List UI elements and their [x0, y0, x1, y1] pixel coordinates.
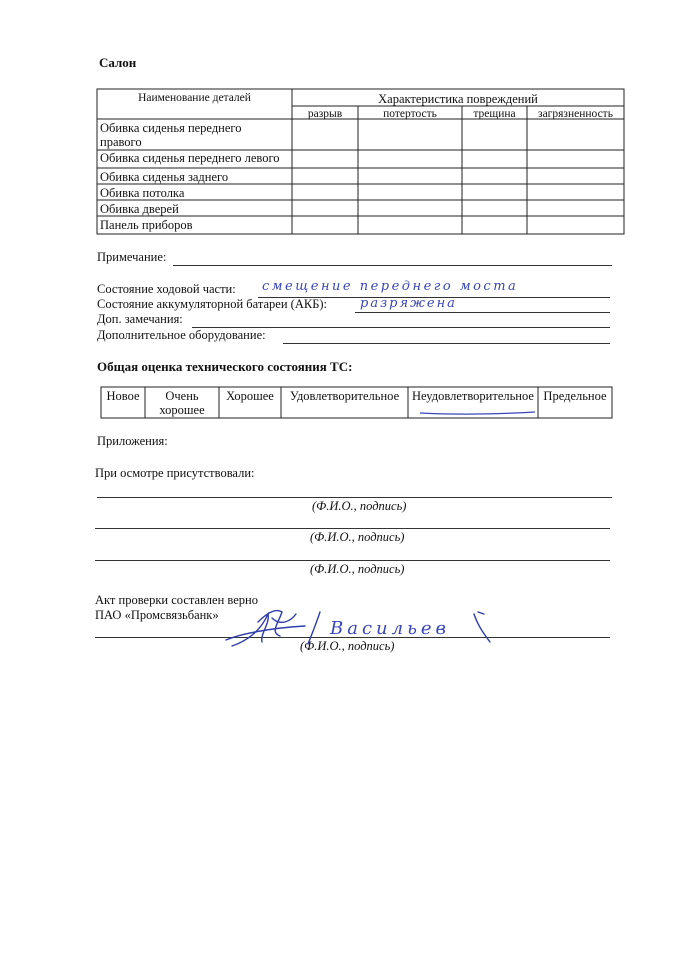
assessment-option: Удовлетворительное	[289, 389, 400, 403]
battery-value: разряжена	[360, 296, 457, 311]
chassis-label: Состояние ходовой части:	[97, 282, 236, 296]
remarks-label: Доп. замечания:	[97, 312, 183, 326]
signature-caption-3: (Ф.И.О., подпись)	[310, 562, 405, 576]
table-row-label: Обивка потолка	[100, 186, 185, 200]
verification-signature-name: Васильев	[330, 618, 451, 639]
note-label: Примечание:	[97, 250, 167, 264]
verification-bank: ПАО «Промсвязьбанк»	[95, 608, 219, 622]
table-row-label: Обивка сиденья переднего правого	[100, 121, 242, 149]
battery-label: Состояние аккумуляторной батареи (АКБ):	[97, 297, 328, 311]
table-header-parts: Наименование деталей	[138, 92, 251, 104]
appendix-label: Приложения:	[97, 434, 168, 448]
column-header-wear: потертость	[383, 108, 437, 120]
assessment-option: Предельное	[543, 389, 607, 403]
table-row-label: Обивка сиденья заднего	[100, 170, 229, 184]
column-header-crack: трещина	[473, 108, 516, 120]
signature-caption-2: (Ф.И.О., подпись)	[310, 530, 405, 544]
signature-caption-4: (Ф.И.О., подпись)	[300, 639, 395, 653]
assessment-title: Общая оценка технического состояния ТС:	[97, 359, 353, 374]
verification-line1: Акт проверки составлен верно	[95, 593, 258, 607]
table-row-label: Обивка сиденья переднего левого	[100, 151, 280, 165]
table-row-label: Панель приборов	[100, 218, 193, 232]
chassis-value: смещение переднего моста	[262, 279, 519, 294]
table-row-label: Обивка дверей	[100, 202, 179, 216]
assessment-option: Новое	[106, 389, 140, 403]
table-header-damage: Характеристика повреждений	[378, 92, 538, 106]
signature-caption-1: (Ф.И.О., подпись)	[312, 499, 407, 513]
equipment-label: Дополнительное оборудование:	[97, 328, 266, 342]
salon-title: Салон	[99, 55, 137, 70]
present-label: При осмотре присутствовали:	[95, 466, 255, 480]
column-header-tear: разрыв	[307, 108, 343, 120]
column-header-dirt: загрязненность	[538, 108, 613, 120]
assessment-option: Хорошее	[226, 389, 274, 403]
assessment-option-selected: Неудовлетворительное	[412, 389, 534, 403]
assessment-option: Очень хорошее	[159, 389, 205, 417]
